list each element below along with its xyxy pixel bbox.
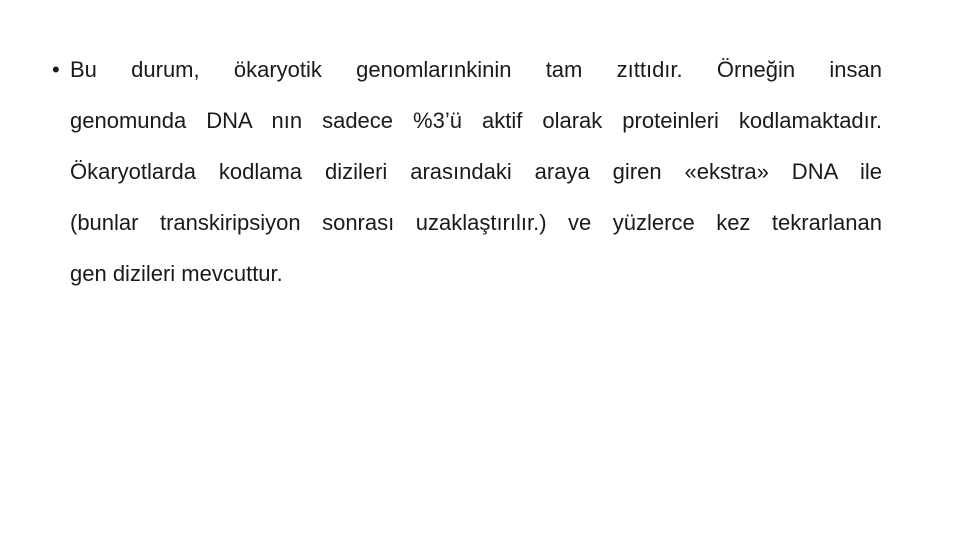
- bullet-paragraph: [48, 44, 882, 299]
- paragraph-line: genomunda DNA nın sadece %3’ü aktif olarak proteinleri kodlamaktadır.: [70, 108, 882, 133]
- paragraph-line: (bunlar transkiripsiyon sonrası uzaklaştırılır.) ve yüzlerce kez tekrarlanan: [70, 210, 882, 235]
- paragraph-line: Bu durum, ökaryotik genomlarınkinin tam zıttıdır. Örneğin insan: [70, 57, 882, 82]
- slide-content: [48, 44, 882, 299]
- paragraph-line: gen dizileri mevcuttur.: [70, 261, 283, 286]
- bullet-icon: •: [52, 57, 60, 82]
- paragraph-line: Ökaryotlarda kodlama dizileri arasındaki araya giren «ekstra» DNA ile: [70, 159, 882, 184]
